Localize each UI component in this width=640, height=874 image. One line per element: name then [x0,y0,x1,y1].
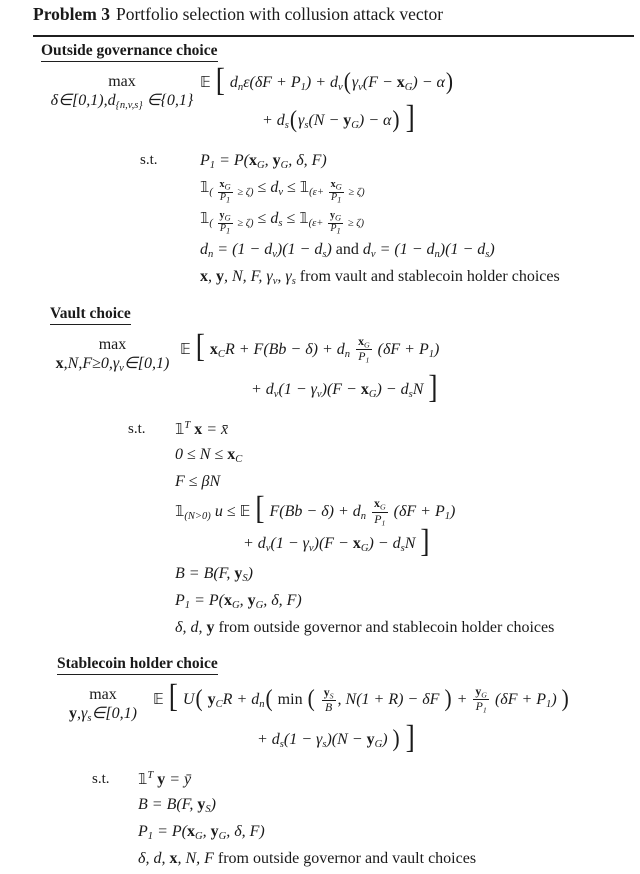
constraint-line: $𝟙^T$ x = x̄ [175,420,229,439]
max-domain: x,N,F≥0,γv∈[0,1) [55,355,170,375]
section-heading-text: Outside governance choice [41,42,218,62]
section-vault-choice [33,305,634,643]
objective-line: 𝔼 [ xCR + F(Bb − δ) + dn $\frac{xG}{P1}$ (δF + P1) [180,327,440,365]
objective-expression [153,677,634,768]
constraint-line: 𝟙( $\frac{x_G}{P_1}$ ≥ ζ) ≤ dv ≤ 𝟙(ε+ $\frac{x_G}{P_1}$ ≥ ζ) [200,178,365,205]
constraint-line: 𝟙( $\frac{y_G}{P_1}$ ≥ ζ) ≤ ds ≤ 𝟙(ε+ $\frac{y_G}{P_1}$ ≥ ζ) [200,209,365,236]
subject-to-label: s.t. [128,421,146,438]
subject-to-label: s.t. [92,771,110,788]
constraint-line: dn = (1 − dv)(1 − ds) and dv = (1 − dn)(1 − ds) [200,240,495,260]
section-stablecoin-holder-choice [33,655,634,874]
constraint-line: + dv(1 − γv)(F − xG) − dsN ] [243,522,430,559]
objective-row [33,677,634,768]
section-heading [50,305,634,325]
constraint-line: P1 = P(xG, yG, δ, F) [138,823,265,843]
constraints-row [33,769,634,874]
constraint-line: B = B(F, yS) [138,796,216,816]
constraint-list [175,419,634,642]
objective-line: + ds(1 − γs)(N − yG) ) ] [257,717,415,755]
constraint-line: B = B(F, yS) [175,565,253,585]
objective-line: + ds(γs(N − yG) − α) ] [262,98,415,136]
problem-title [33,2,634,37]
section-heading-text: Vault choice [50,305,131,325]
max-domain: y,γs∈[0,1) [69,705,137,725]
max-domain: δ∈[0,1),d{n,v,s} ∈{0,1} [50,92,194,112]
constraint-list [138,769,634,874]
constraint-list [200,150,634,293]
constraints-row [33,150,634,293]
constraint-line: F ≤ βN [175,473,221,491]
section-heading [41,42,634,62]
max-operator [44,72,200,113]
objective-row [33,60,634,148]
max-operator [53,685,153,726]
max-operator-label: max [98,335,127,353]
problem-number-label: Problem 3 [33,4,110,24]
section-heading-text: Stablecoin holder choice [57,655,218,675]
constraint-line: 0 ≤ N ≤ xC [175,446,243,466]
section-outside-governance-choice [33,42,634,293]
max-operator [45,335,180,376]
constraint-line: P1 = P(xG, yG, δ, F) [200,151,327,171]
constraints-row [33,419,634,642]
objective-line: 𝔼 [ U( yCR + dn( min ( $\frac{yS}{B}$ , N(1 + R) − δF ) + $\frac{yG}{P1}$ (δF + P1) ) [153,677,569,715]
constraint-line: x, y, N, F, γv, γs from vault and stablecoin holder choices [200,267,560,287]
objective-line: 𝔼 [ dnε(δF + P1) + dv(γv(F − xG) − α) [200,60,454,98]
constraint-line: P1 = P(xG, yG, δ, F) [175,592,302,612]
constraint-line: δ, d, y from outside governor and stablecoin holder choices [175,619,555,637]
constraint-line: 𝟙(N>0) u ≤ 𝔼 [ F(Bb − δ) + dn $\frac{xG}{P1}$ (δF + P1) [175,489,456,527]
max-operator-label: max [89,685,117,703]
constraint-line: $𝟙^T$ y = ȳ [138,770,192,789]
objective-line: + dv(1 − γv)(F − xG) − dsN ] [251,367,438,405]
objective-row [33,327,634,418]
problem-title-text: Portfolio selection with collusion attack vector [115,4,444,24]
constraint-line: δ, d, x, N, F from outside governor and vault choices [138,850,477,868]
objective-expression [200,60,634,148]
objective-expression [180,327,634,418]
max-operator-label: max [108,72,136,90]
subject-to-label: s.t. [140,151,158,168]
section-heading [57,655,634,675]
